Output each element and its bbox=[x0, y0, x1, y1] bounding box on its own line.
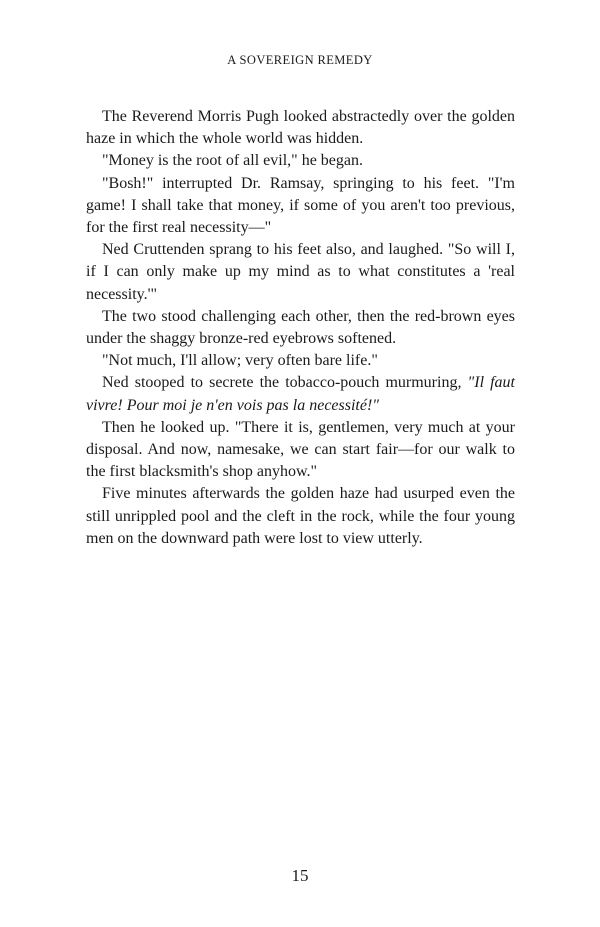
paragraph bbox=[86, 372, 515, 416]
paragraph-lead-text: Ned stooped to secrete the tobacco-pouch murmuring, bbox=[102, 374, 468, 392]
paragraph: Then he looked up. "There it is, gentlemen, very much at your disposal. And now, namesake, we can start fair—for our walk to the first blacksmith's shop anyhow." bbox=[86, 418, 515, 481]
page-number: 15 bbox=[291, 866, 309, 885]
paragraph: "Money is the root of all evil," he began. bbox=[102, 152, 363, 170]
body-text bbox=[86, 106, 515, 550]
paragraph: The two stood challenging each other, then the red-brown eyes under the shaggy bronze-red eyebrows softened. bbox=[86, 307, 515, 348]
paragraph: "Bosh!" interrupted Dr. Ramsay, springing to his feet. "I'm game! I shall take that money, if some of you aren't too previous, for the first real necessity—" bbox=[86, 174, 515, 237]
paragraph: Five minutes afterwards the golden haze had usurped even the still unrippled pool and the cleft in the rock, while the four young men on the downward path were lost to view utterly. bbox=[86, 485, 515, 547]
french-quote-italic: "Il faut vivre! Pour moi je n'en vois pas la necessité!" bbox=[86, 374, 516, 414]
running-head: A SOVEREIGN REMEDY bbox=[227, 53, 373, 67]
paragraph: The Reverend Morris Pugh looked abstractedly over the golden haze in which the whole world was hidden. bbox=[86, 108, 515, 148]
paragraph: "Not much, I'll allow; very often bare life." bbox=[102, 352, 378, 370]
paragraph: Ned Cruttenden sprang to his feet also, and laughed. "So will I, if I can only make up my mind as to what constitutes a 'real necessity.'" bbox=[86, 241, 515, 303]
